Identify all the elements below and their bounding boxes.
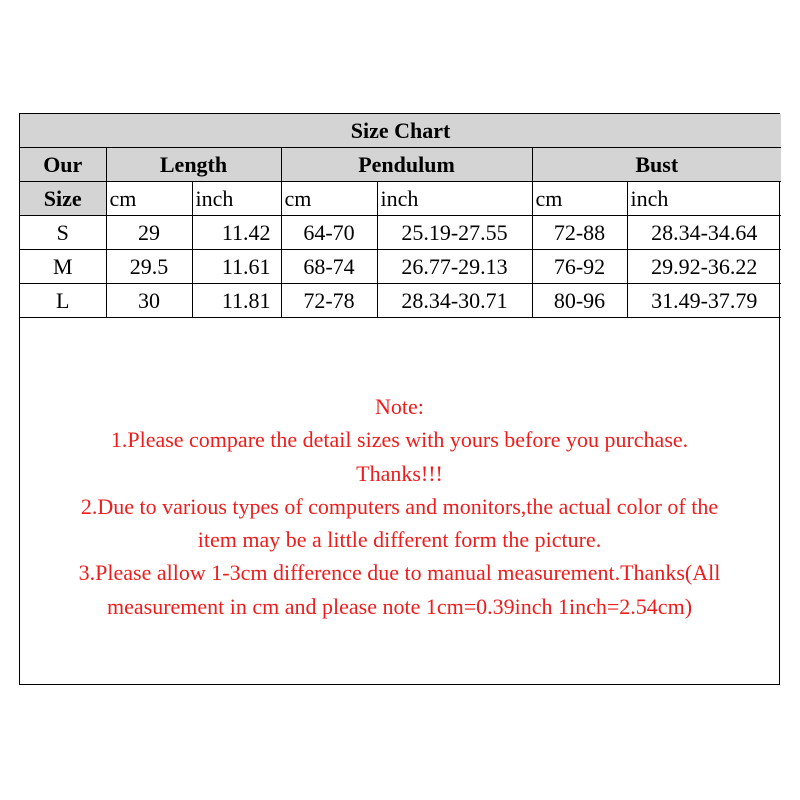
header-bust: Bust [532,148,781,182]
pendulum-inch-cell: 28.34-30.71 [377,284,532,318]
pendulum-cm-cell: 64-70 [281,216,377,250]
note-line: 3.Please allow 1-3cm difference due to manual measurement.Thanks(All [78,560,721,586]
length-inch-cell: 11.81 [192,284,281,318]
pendulum-inch-cell: 26.77-29.13 [377,250,532,284]
size-cell: M [20,250,106,284]
unit-length-inch: inch [192,182,281,216]
table-row [20,284,781,318]
title-row [20,114,781,148]
unit-length-cm: cm [106,182,192,216]
note-line: item may be a little different form the picture. [197,527,602,553]
header-length: Length [106,148,281,182]
table-row [20,216,781,250]
header-row-units [20,182,781,216]
bust-inch-cell: 31.49-37.79 [627,284,781,318]
length-inch-cell: 11.42 [192,216,281,250]
bust-cm-cell: 72-88 [532,216,627,250]
note-heading: Note: [375,394,424,419]
chart-title: Size Chart [20,114,781,148]
size-chart [19,113,780,685]
note-line: Thanks!!! [356,460,443,486]
size-cell: S [20,216,106,250]
note-line: 1.Please compare the detail sizes with yours before you purchase. [110,427,689,453]
table-row [20,250,781,284]
unit-pendulum-cm: cm [281,182,377,216]
bust-inch-cell: 29.92-36.22 [627,250,781,284]
note-line: 2.Due to various types of computers and monitors,the actual color of the [80,493,719,519]
pendulum-cm-cell: 68-74 [281,250,377,284]
length-cm-cell: 30 [106,284,192,318]
header-pendulum: Pendulum [281,148,532,182]
unit-bust-cm: cm [532,182,627,216]
unit-pendulum-inch: inch [377,182,532,216]
header-size: Size [20,182,106,216]
pendulum-inch-cell: 25.19-27.55 [377,216,532,250]
bust-inch-cell: 28.34-34.64 [627,216,781,250]
length-inch-cell: 11.61 [192,250,281,284]
note-line: measurement in cm and please note 1cm=0.39inch 1inch=2.54cm) [106,593,693,619]
unit-bust-inch: inch [627,182,781,216]
header-our: Our [20,148,106,182]
bust-cm-cell: 76-92 [532,250,627,284]
bust-cm-cell: 80-96 [532,284,627,318]
size-table [20,114,781,318]
notes-block [20,390,779,623]
pendulum-cm-cell: 72-78 [281,284,377,318]
length-cm-cell: 29 [106,216,192,250]
size-cell: L [20,284,106,318]
length-cm-cell: 29.5 [106,250,192,284]
header-row-groups [20,148,781,182]
